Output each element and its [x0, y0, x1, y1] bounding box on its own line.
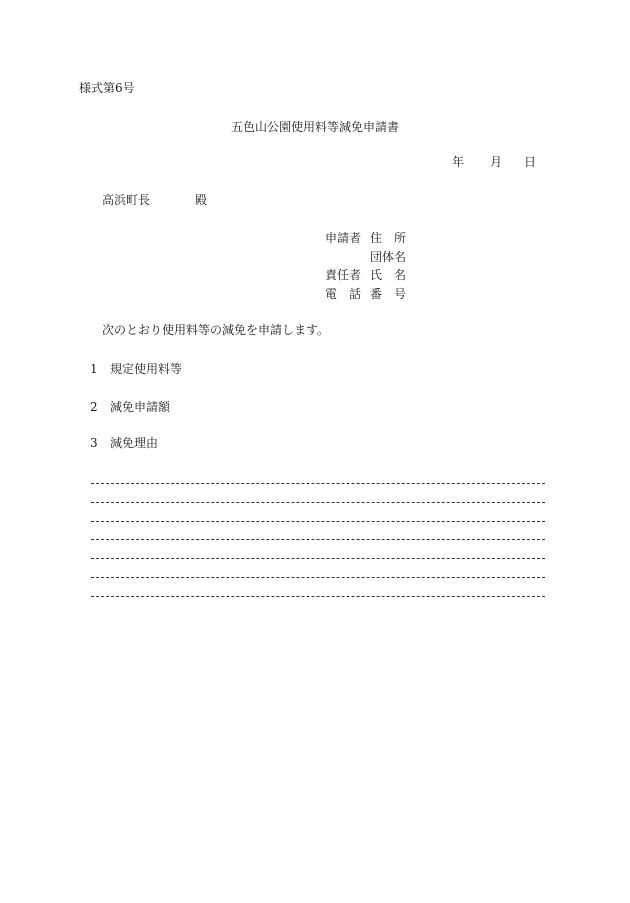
item-label: 減免理由 [110, 436, 159, 450]
reason-dashed-line [91, 577, 545, 578]
applicant-field-address: 住 所 [370, 231, 407, 245]
applicant-label-responsible: 責任者 [325, 268, 362, 282]
request-statement: 次のとおり使用料等の減免を申請します。 [102, 323, 330, 337]
item-label: 減免申請額 [110, 400, 171, 414]
reason-dashed-line [91, 539, 545, 540]
reason-dashed-line [91, 502, 545, 503]
applicant-field-number: 番 号 [370, 287, 407, 301]
addressee-honorific: 殿 [195, 193, 208, 207]
date-day-label: 日 [524, 155, 537, 169]
date-year-label: 年 [452, 155, 465, 169]
reason-dashed-line [91, 521, 545, 522]
item-standard-fee [90, 362, 182, 376]
applicant-field-group-name: 団体名 [370, 250, 407, 264]
item-reduction-amount [90, 400, 170, 414]
applicant-label-applicant: 申請者 [325, 231, 362, 245]
item-label: 規定使用料等 [110, 362, 183, 376]
applicant-label-phone: 電 話 [325, 287, 362, 301]
item-number: 2 [90, 400, 98, 414]
date-month-label: 月 [490, 155, 503, 169]
reason-dashed-line [91, 596, 545, 597]
reason-dashed-line [91, 483, 545, 484]
page-title: 五色山公園使用料等減免申請書 [230, 120, 399, 134]
applicant-field-name: 氏 名 [370, 268, 407, 282]
item-reduction-reason [90, 436, 158, 450]
item-number: 3 [90, 436, 98, 450]
addressee-name: 高浜町長 [102, 193, 151, 207]
item-number: 1 [90, 362, 98, 376]
reason-dashed-line [91, 558, 545, 559]
form-number: 様式第6号 [79, 81, 135, 95]
